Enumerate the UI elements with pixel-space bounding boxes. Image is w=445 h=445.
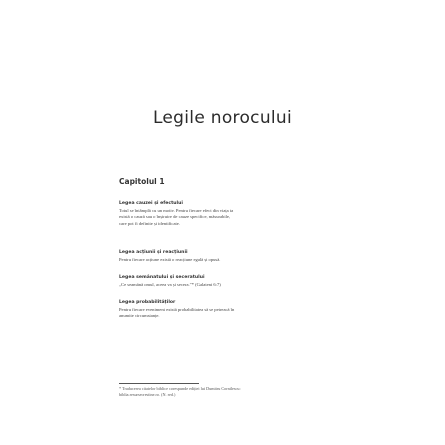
law-cause-effect (119, 201, 339, 227)
law-sowing-reaping (119, 275, 339, 288)
footnote-line: biblia.resursecrestine.ro. (N. red.) (119, 391, 176, 397)
footnote (119, 386, 241, 397)
law-text-line: „Ce seamănă omul, aceea va și secera.”* (Galateni 6:7) (119, 282, 221, 287)
law-probabilities (119, 300, 339, 320)
law-text-line: Totul se întâmplă cu un motiv. Pentru fiecare efect din viața ta (119, 208, 234, 213)
footnote-divider (119, 383, 199, 384)
page-title: Legile norocului (152, 108, 293, 128)
law-text-line: Pentru fiecare eveniment există probabilitatea să se petreacă în (119, 307, 235, 312)
law-title: Legea probabilităților (119, 300, 176, 305)
law-action-reaction (119, 250, 339, 263)
chapter-heading: Capitolul 1 (119, 177, 165, 186)
law-title: Legea cauzei și efectului (119, 201, 183, 206)
law-text-line: există o cauză sau o înșiruire de cauze specifice, măsurabile, (119, 214, 231, 220)
law-text-line: anumite circumstanțe. (119, 313, 160, 319)
law-text-line: care pot fi definite și identificate. (119, 220, 180, 226)
law-text-line: Pentru fiecare acțiune există o reacțiune egală și opusă. (119, 257, 221, 262)
footnote-line: * Traducerea citatelor biblice corespunde ediției lui Dumitru Cornilescu: (119, 386, 241, 391)
law-title: Legea semănatului și seceratului (119, 275, 205, 280)
law-title: Legea acțiunii și reacțiunii (119, 250, 188, 255)
